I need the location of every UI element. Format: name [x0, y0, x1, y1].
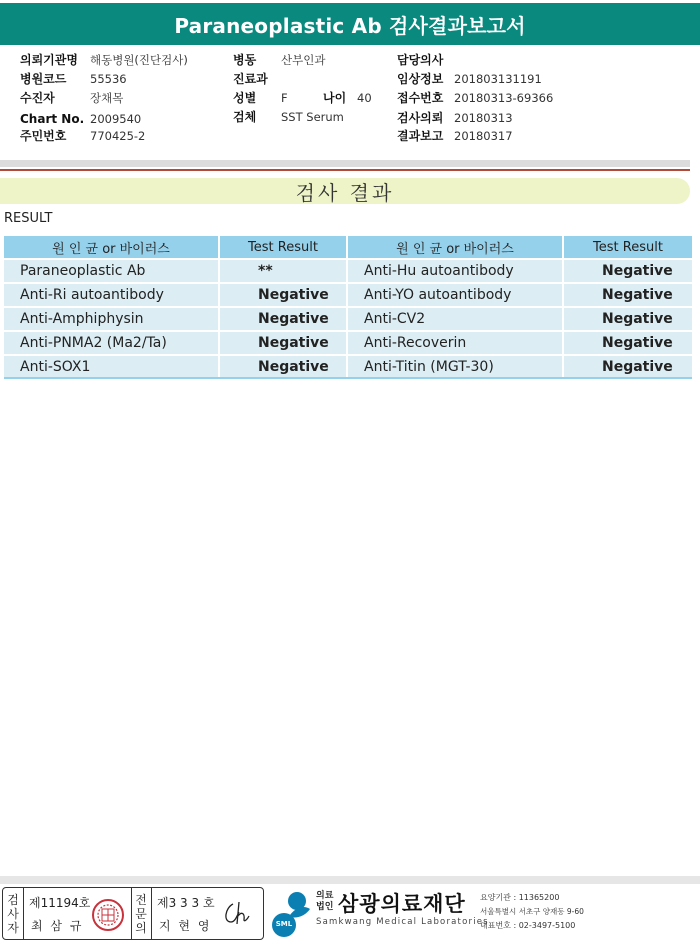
test-name: Anti-PNMA2 (Ma2/Ta) [4, 332, 218, 354]
info-label: 검사의뢰 [397, 111, 444, 125]
info-label: 주민번호 [20, 129, 67, 143]
column-header: 원 인 균 or 바이러스 [4, 236, 218, 258]
info-label: 접수번호 [397, 91, 444, 105]
info-label: 검체 [233, 110, 257, 124]
info-value: 2009540 [90, 112, 142, 126]
info-value: 20180317 [454, 129, 513, 143]
info-label: 성별 [233, 91, 257, 105]
result-table [4, 234, 692, 380]
info-label: 나이 [323, 91, 347, 105]
test-result: ** [218, 260, 346, 282]
info-label: Chart No. [20, 112, 85, 126]
column-header: 원 인 균 or 바이러스 [346, 236, 562, 258]
org-english-name: Samkwang Medical Laboratories [316, 917, 489, 927]
org-address: 서울특별시 서초구 양재동 9-60 [480, 907, 584, 916]
test-name: Anti-Amphiphysin [4, 308, 218, 330]
section-title: 검사 결과 [0, 178, 690, 204]
table-row [4, 284, 692, 306]
signature-box [2, 887, 264, 940]
info-value: F [281, 91, 288, 105]
test-result: Negative [562, 284, 692, 306]
doctor-name: 지 현 영 [159, 919, 212, 933]
doctor-role: 전문의 [135, 893, 147, 935]
info-value: 201803131191 [454, 72, 542, 86]
info-value: 장채목 [90, 91, 124, 105]
info-label: 진료과 [233, 72, 268, 86]
table-row [4, 356, 692, 378]
info-label: 담당의사 [397, 53, 444, 67]
info-label: 수진자 [20, 91, 55, 105]
test-name: Anti-CV2 [346, 308, 562, 330]
test-name: Paraneoplastic Ab [4, 260, 218, 282]
org-code: 요양기관 : 11365200 [480, 893, 560, 902]
divider [0, 169, 690, 171]
test-result: Negative [562, 260, 692, 282]
org-phone: 대표번호 : 02-3497-5100 [480, 921, 576, 930]
doctor-signature-icon [221, 898, 259, 930]
divider [23, 888, 24, 939]
examiner-role: 검사자 [7, 893, 19, 935]
test-name: Anti-YO autoantibody [346, 284, 562, 306]
test-name: Anti-SOX1 [4, 356, 218, 378]
info-value: 20180313 [454, 111, 513, 125]
report-title: Paraneoplastic Ab 검사결과보고서 [0, 3, 700, 45]
test-name: Anti-Titin (MGT-30) [346, 356, 562, 378]
divider [151, 888, 152, 939]
lab-logo-block [268, 887, 700, 942]
table-row [4, 260, 692, 282]
info-label: 병원코드 [20, 72, 67, 86]
column-header: Test Result [218, 236, 346, 258]
info-label: 결과보고 [397, 129, 444, 143]
test-name: Anti-Hu autoantibody [346, 260, 562, 282]
test-result: Negative [218, 332, 346, 354]
table-row [4, 332, 692, 354]
table-row [4, 308, 692, 330]
org-type: 의료 법인 [316, 891, 334, 912]
test-result: Negative [218, 356, 346, 378]
divider [131, 888, 132, 939]
info-value: 55536 [90, 72, 127, 86]
info-value: 40 [357, 91, 372, 105]
test-result: Negative [218, 284, 346, 306]
examiner-name: 최 삼 규 [31, 919, 84, 933]
info-value: SST Serum [281, 110, 344, 124]
table-header-row [4, 236, 692, 258]
info-value: 해동병원(진단검사) [90, 53, 188, 67]
divider [4, 377, 692, 379]
info-value: 산부인과 [281, 53, 326, 67]
sml-logo-icon [268, 889, 314, 939]
test-result: Negative [218, 308, 346, 330]
info-label: 의뢰기관명 [20, 53, 78, 67]
examiner-license: 제11194호 [29, 896, 91, 910]
result-label: RESULT [4, 211, 53, 226]
logo-text: SML [275, 920, 293, 928]
test-name: Anti-Recoverin [346, 332, 562, 354]
patient-info [0, 45, 700, 160]
examiner-seal-icon [91, 898, 125, 932]
column-header: Test Result [562, 236, 692, 258]
test-result: Negative [562, 308, 692, 330]
divider [0, 160, 690, 167]
info-value: 20180313-69366 [454, 91, 554, 105]
info-value: 770425-2 [90, 129, 146, 143]
doctor-license: 제3 3 3 호 [157, 896, 215, 910]
test-result: Negative [562, 356, 692, 378]
info-label: 임상정보 [397, 72, 444, 86]
footer-divider [0, 876, 700, 884]
org-name: 삼광의료재단 [338, 892, 466, 916]
test-name: Anti-Ri autoantibody [4, 284, 218, 306]
test-result: Negative [562, 332, 692, 354]
info-label: 병동 [233, 53, 257, 67]
